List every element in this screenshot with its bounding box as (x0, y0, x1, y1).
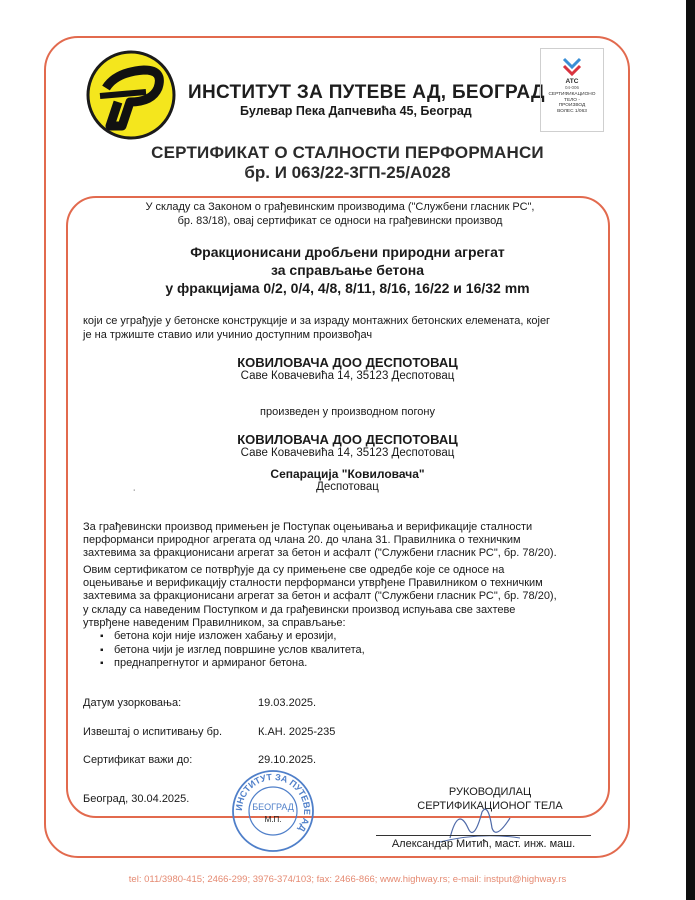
plant-name: КОВИЛОВАЧА ДОО ДЕСПОТОВАЦ (237, 432, 458, 447)
sampling-date-value: 19.03.2025. (258, 697, 317, 709)
atc-text: СЕРТИФИКАЦИОНО ТЕЛО - ПРОИЗВОД ВОЛЕС 1/063 (548, 92, 596, 114)
signatory-name: Александар Митић, маст. инж. маш. (391, 838, 576, 850)
signatory-title: РУКОВОДИЛАЦ СЕРТИФИКАЦИОНОГ ТЕЛА (417, 786, 563, 812)
test-report-value: К.АН. 2025-235 (258, 726, 336, 738)
usage-text: који се уграђује у бетонске конструкције и за израду монтажних бетонских елемената, којег је на тржиште ставио или учинио доступним произвођач (83, 315, 551, 341)
certificate-number: бр. И 063/22-3ГП-25/А028 (244, 163, 451, 182)
intro-text: У складу са Законом о грађевинским производима ("Службени гласник РС", бр. 83/18), овај сертификат се односи на грађевински производ (145, 201, 535, 227)
test-report-label: Извештај о испитивању бр. (83, 726, 223, 738)
application-list (100, 630, 365, 671)
list-item: ▪ бетона који није изложен хабању и ерозији, (100, 630, 365, 644)
footer-contacts: tel: 011/3980-415; 2466-299; 3976-374/103; fax: 2466-866; www.highway.rs; e-mail: instput@highway.rs (128, 874, 567, 885)
valid-until-value: 29.10.2025. (258, 754, 317, 766)
produced-in-text: произведен у производном погону (260, 406, 435, 418)
confirmation-paragraph: Овим сертификатом се потврђује да су примењене све одредбе које се односе на оцењивање и верификацију сталности перформанси утврђене Правилником о техничким захтевима за фракционисани агрегат за бетон и асфалт ("Службени гласник РС", бр. 78/20), у складу са наведеним Поступком и да грађевински производ испуњава све захтеве утврђене наведеним Правилником, за справљање: (83, 564, 557, 629)
manufacturer-block (0, 355, 695, 382)
stray-mark: ˙ (133, 489, 137, 500)
certificate-title: СЕРТИФИКАТ О СТАЛНОСТИ ПЕРФОРМАНСИ (151, 143, 544, 162)
plant-address: Саве Ковачевића 14, 35123 Деспотовац (240, 447, 455, 459)
atc-logo-icon (561, 53, 583, 77)
manufacturer-address: Саве Ковачевића 14, 35123 Деспотовац (240, 370, 455, 382)
atc-code: 04-006 (564, 85, 579, 90)
institute-logo (86, 50, 176, 140)
atc-name: ATC (565, 78, 579, 85)
stamp-mp: М.П. (264, 815, 282, 824)
list-item: ▪ бетона чији је изглед површине услов квалитета, (100, 644, 365, 658)
stamp-ring-text: ИНСТИТУТ ЗА ПУТЕВЕ АД (233, 771, 313, 834)
manufacturer-name: КОВИЛОВАЧА ДОО ДЕСПОТОВАЦ (237, 355, 458, 370)
atc-accreditation-badge (540, 48, 604, 132)
plant-city: Деспотовац (316, 481, 379, 493)
sampling-date-label: Датум узорковања: (83, 697, 182, 709)
place-and-date: Београд, 30.04.2025. (83, 793, 190, 805)
product-name: Фракционисани дробљени природни агрегат за справљање бетона у фракцијама 0/2, 0/4, 4/8, 8/11, 8/16, 16/22 и 16/32 mm (165, 244, 530, 296)
signature-line (376, 835, 591, 836)
list-item: ▪ преднапрегнутог и армираног бетона. (100, 657, 365, 671)
stamp-city: БЕОГРАД (252, 802, 294, 812)
plant-separation: Сепарација "Ковиловача" (270, 467, 425, 481)
valid-until-label: Сертификат важи до: (83, 754, 193, 766)
institute-name: ИНСТИТУТ ЗА ПУТЕВЕ АД, БЕОГРАД (188, 82, 545, 103)
official-stamp (230, 768, 316, 854)
procedure-paragraph: За грађевински производ примењен је Поступак оцењивања и верификације сталности перформанси природног агрегата од члана 20. до члана 31. Правилника о техничким захтевима за фракционисани агрегат за бетон и асфалт ("Службени гласник РС", бр. 78/20). (83, 521, 557, 560)
institute-address: Булевар Пека Дапчевића 45, Београд (240, 104, 472, 118)
plant-block (0, 432, 695, 493)
